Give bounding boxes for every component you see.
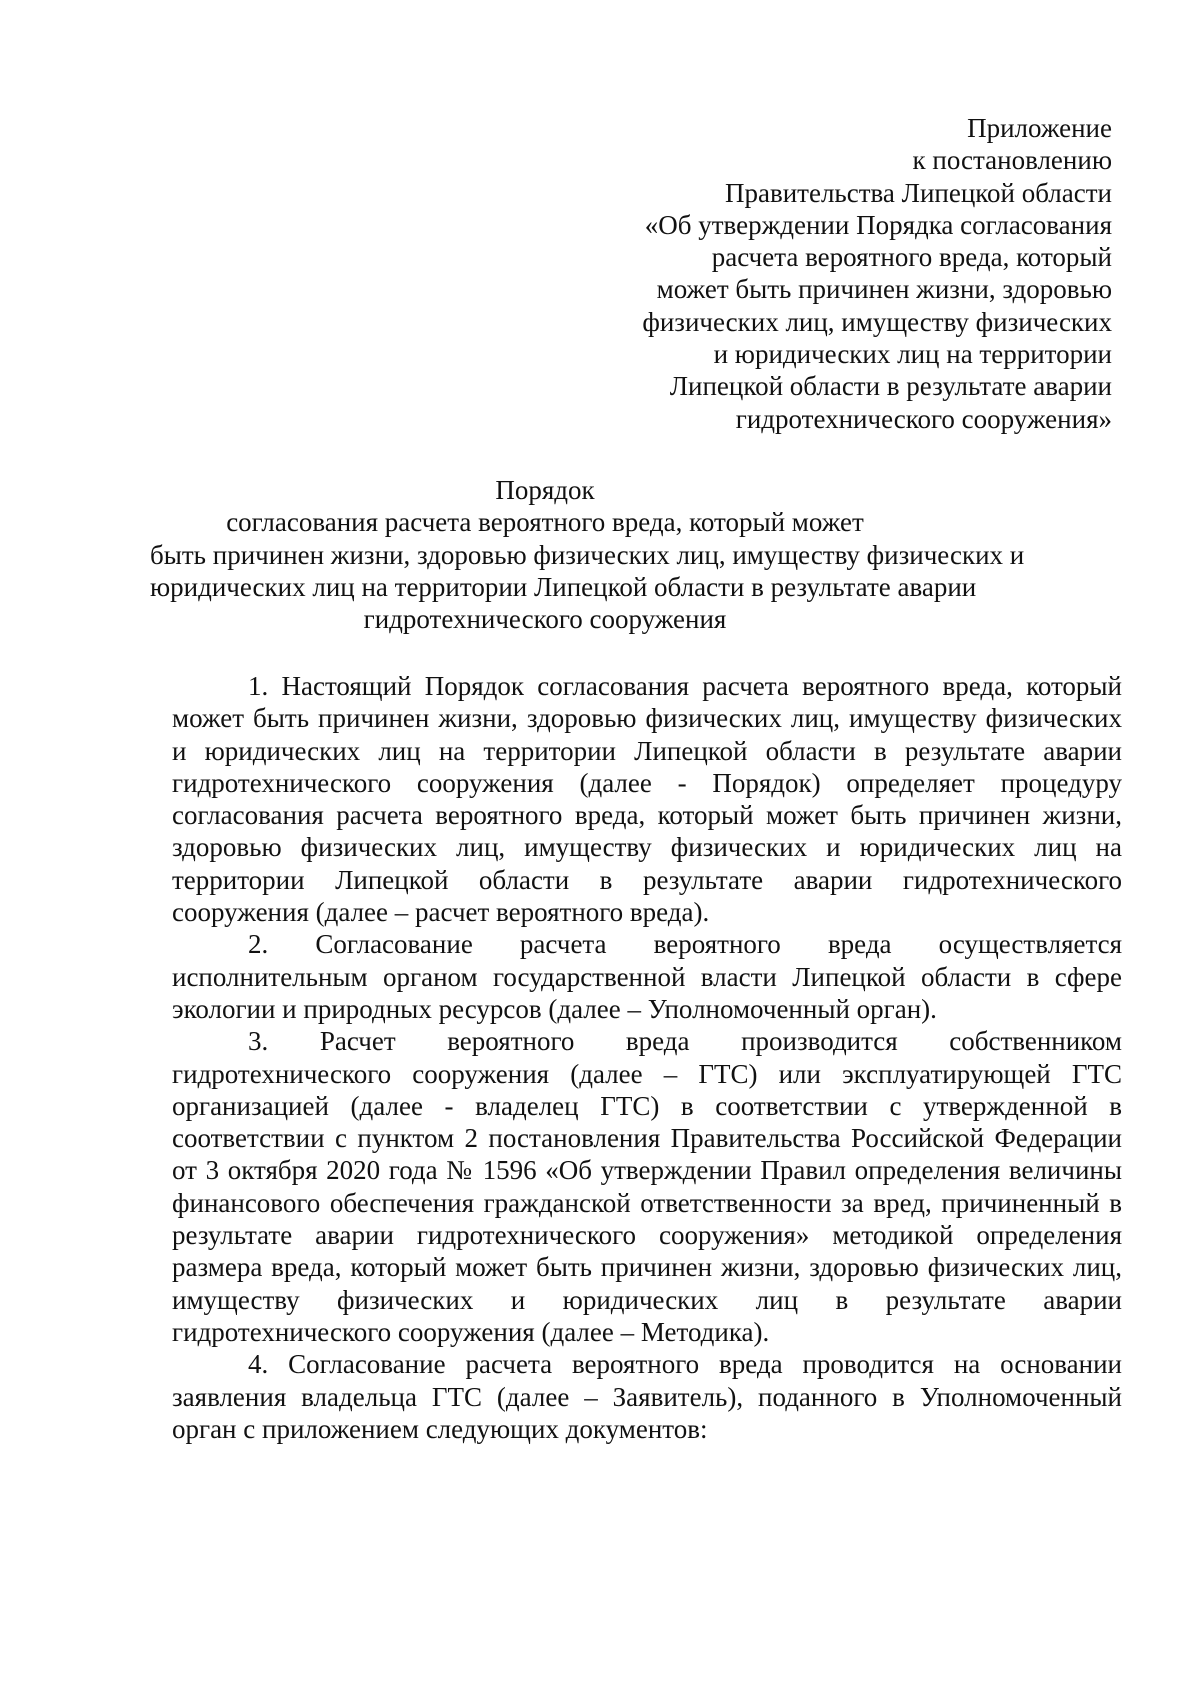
paragraph-1 (172, 670, 1122, 928)
paragraph-4 (172, 1348, 1122, 1445)
appendix-header (552, 112, 1112, 435)
paragraph-text: Расчет вероятного вреда производится собственником гидротехнического сооружения (далее – ГТС) или эксплуатирующей ГТС организацией (далее - владелец ГТС) в соответствии с утвержденной в соответствии с пунктом 2 постановления Правительства Российской Федерации от 3 октября 2020 года № 1596 «Об утверждении Правил определения величины финансового обеспечения гражданской ответственности за вред, причиненный в результате аварии гидротехнического сооружения» методикой определения размера вреда, который может быть причинен жизни, здоровью физических лиц, имуществу физических и юридических лиц в результате аварии гидротехнического сооружения (далее – Методика). (172, 1026, 1122, 1347)
appendix-line: и юридических лиц на территории (713, 339, 1112, 370)
paragraph-text: Согласование расчета вероятного вреда проводится на основании заявления владельца ГТС (далее – Заявитель), поданного в Уполномоченный орган с приложением следующих документов: (172, 1349, 1122, 1444)
appendix-line: может быть причинен жизни, здоровью (656, 274, 1112, 305)
paragraph-number: 2. (248, 929, 269, 960)
paragraph-3 (172, 1025, 1122, 1348)
document-title (150, 474, 1025, 635)
title-heading: Порядок (495, 475, 595, 505)
paragraph-2 (172, 928, 1122, 1025)
paragraph-number: 4. (248, 1349, 269, 1380)
document-body (172, 670, 1122, 1445)
appendix-line: Приложение (967, 113, 1112, 143)
paragraph-number: 1. (248, 671, 269, 701)
appendix-line: гидротехнического сооружения» (735, 403, 1112, 434)
title-line: юридических лиц на территории Липецкой области в результате аварии (150, 571, 977, 602)
title-line: гидротехнического сооружения (363, 604, 727, 635)
appendix-line: к постановлению (912, 145, 1112, 176)
title-line: быть причинен жизни, здоровью физических лиц, имуществу физических и (150, 539, 1025, 570)
title-line: согласования расчета вероятного вреда, который может (226, 507, 864, 538)
paragraph-text: Настоящий Порядок согласования расчета вероятного вреда, который может быть причинен жизни, здоровью физических лиц, имуществу физических и юридических лиц на территории Липецкой области в результате аварии гидротехнического сооружения (далее - Порядок) определяет процедуру согласования расчета вероятного вреда, который может быть причинен жизни, здоровью физических лиц, имуществу физических и юридических лиц на территории Липецкой области в результате аварии гидротехнического сооружения (далее – расчет вероятного вреда). (172, 671, 1122, 928)
appendix-line: физических лиц, имуществу физических (642, 306, 1112, 337)
appendix-line: Правительства Липецкой области (724, 177, 1112, 208)
appendix-line: Липецкой области в результате аварии (669, 371, 1112, 402)
appendix-line: «Об утверждении Порядка согласования (644, 209, 1112, 240)
appendix-line: расчета вероятного вреда, который (711, 242, 1112, 273)
paragraph-number: 3. (248, 1026, 269, 1057)
paragraph-text: Согласование расчета вероятного вреда осуществляется исполнительным органом государственной власти Липецкой области в сфере экологии и природных ресурсов (далее – Уполномоченный орган). (172, 929, 1123, 1024)
